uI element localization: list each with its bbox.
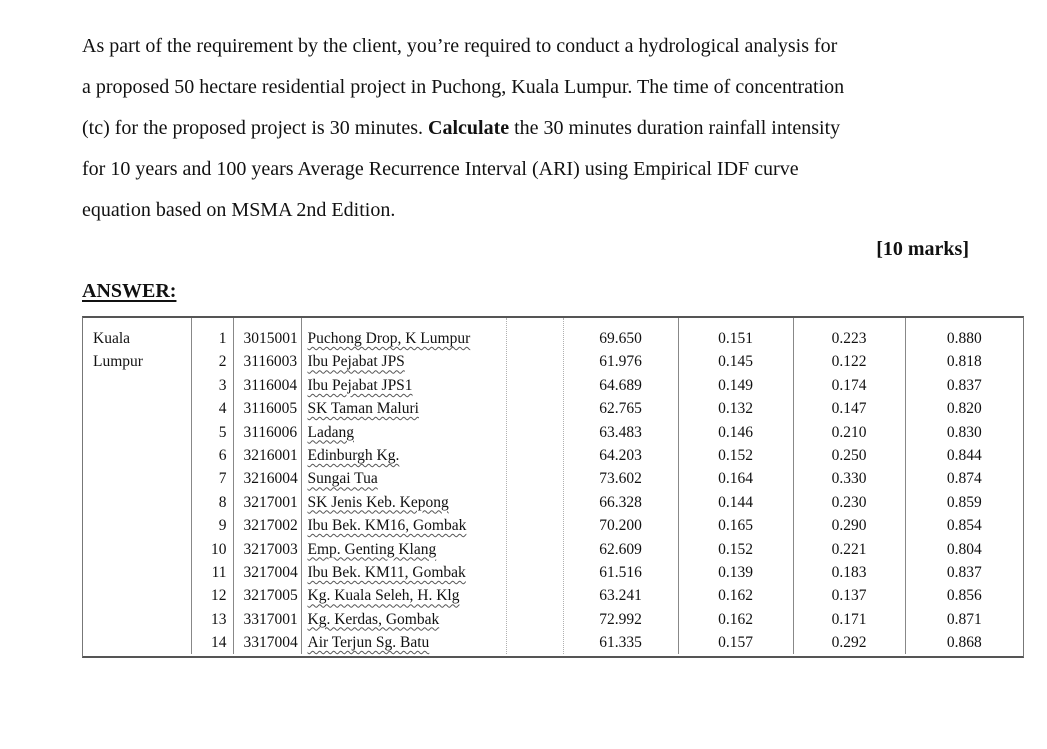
coef-2-value: 0.145 xyxy=(718,353,753,371)
question-text xyxy=(82,26,972,231)
row-number: 2 xyxy=(218,353,227,371)
question-line: As part of the requirement by the client, you’re required to conduct a hydrological analysis for xyxy=(82,35,838,57)
coef-1-value: 62.609 xyxy=(599,540,642,558)
row-number: 5 xyxy=(218,423,227,441)
row-number: 6 xyxy=(218,446,227,464)
idf-coefficient-table xyxy=(82,316,1024,658)
state-line: Kuala xyxy=(93,330,131,347)
row-number: 12 xyxy=(211,587,227,605)
question-line: for 10 years and 100 years Average Recurrence Interval (ARI) using Empirical IDF curve xyxy=(82,158,799,180)
coef-2-value: 0.139 xyxy=(718,563,753,581)
coef-3-value: 0.122 xyxy=(831,353,867,371)
question-line-part: (tc) for the proposed project is 30 minutes. xyxy=(82,117,429,139)
coef-2-value: 0.152 xyxy=(718,446,753,464)
coef-4-value: 0.820 xyxy=(946,400,982,418)
station-name: Kg. Kuala Seleh, H. Klg xyxy=(307,587,460,605)
question-line xyxy=(82,108,972,149)
row-number: 8 xyxy=(218,493,227,511)
table-row xyxy=(83,318,1023,654)
coef-1-value: 70.200 xyxy=(599,517,642,535)
coef-3-value: 0.147 xyxy=(831,400,867,418)
coef-4-value: 0.804 xyxy=(946,540,982,558)
coef-column-4 xyxy=(905,318,1023,654)
coef-3-value: 0.330 xyxy=(831,470,867,488)
question-line: a proposed 50 hectare residential project in Puchong, Kuala Lumpur. The time of concentration xyxy=(82,76,845,98)
row-number: 7 xyxy=(218,470,227,488)
station-id: 3217002 xyxy=(243,517,298,535)
station-id: 3015001 xyxy=(243,330,298,347)
coef-3-value: 0.223 xyxy=(831,330,867,347)
coef-1-value: 66.328 xyxy=(599,493,642,511)
coef-1-value: 69.650 xyxy=(599,330,642,347)
coef-column-2 xyxy=(678,318,793,654)
coef-3-value: 0.250 xyxy=(831,446,867,464)
coef-4-value: 0.837 xyxy=(946,563,982,581)
coef-4-value: 0.844 xyxy=(946,446,982,464)
station-name: Emp. Genting Klang xyxy=(307,540,437,558)
row-number: 4 xyxy=(218,400,227,418)
coef-1-value: 64.689 xyxy=(599,376,642,394)
coef-2-value: 0.162 xyxy=(718,587,753,605)
station-id: 3216001 xyxy=(243,446,298,464)
station-name: SK Taman Maluri xyxy=(307,400,419,418)
station-id: 3217001 xyxy=(243,493,298,511)
station-name: Edinburgh Kg. xyxy=(307,446,400,464)
coef-1-value: 62.765 xyxy=(599,400,642,418)
coef-3-value: 0.290 xyxy=(831,517,867,535)
station-id-column xyxy=(233,318,301,654)
station-id: 3317001 xyxy=(243,610,298,628)
station-id: 3116005 xyxy=(243,400,298,418)
coef-1-value: 64.203 xyxy=(599,446,642,464)
coef-3-value: 0.210 xyxy=(831,423,867,441)
station-id: 3317004 xyxy=(243,634,298,652)
station-id: 3116006 xyxy=(243,423,298,441)
coef-2-value: 0.144 xyxy=(718,493,753,511)
marks-label: [10 marks] xyxy=(876,238,969,260)
coef-3-value: 0.292 xyxy=(831,634,867,652)
coef-4-value: 0.880 xyxy=(946,330,982,347)
coef-2-value: 0.164 xyxy=(718,470,753,488)
coef-2-value: 0.165 xyxy=(718,517,753,535)
coef-1-value: 63.241 xyxy=(599,587,642,605)
answer-heading: ANSWER: xyxy=(82,280,177,302)
coef-1-value: 72.992 xyxy=(599,610,642,628)
coef-2-value: 0.149 xyxy=(718,376,753,394)
coef-column-3 xyxy=(793,318,905,654)
coef-2-value: 0.157 xyxy=(718,634,753,652)
station-name: Ibu Pejabat JPS xyxy=(307,353,405,371)
coef-2-value: 0.132 xyxy=(718,400,753,418)
question-keyword-calculate: Calculate xyxy=(428,117,510,139)
row-number: 9 xyxy=(218,517,227,535)
row-number: 14 xyxy=(211,634,227,652)
no-column xyxy=(191,318,233,654)
question-line-part: the 30 minutes duration rainfall intensity xyxy=(509,117,841,139)
coef-3-value: 0.230 xyxy=(831,493,867,511)
coef-4-value: 0.818 xyxy=(946,353,982,371)
coef-3-value: 0.183 xyxy=(831,563,867,581)
coef-3-value: 0.171 xyxy=(831,610,867,628)
station-name: Ladang xyxy=(307,423,354,441)
coef-4-value: 0.856 xyxy=(946,587,982,605)
question-line: equation based on MSMA 2nd Edition. xyxy=(82,199,396,221)
coef-2-value: 0.162 xyxy=(718,610,753,628)
station-name-column xyxy=(301,318,506,654)
coef-3-value: 0.221 xyxy=(831,540,867,558)
row-number: 11 xyxy=(211,563,227,581)
state-line: Lumpur xyxy=(93,353,143,371)
station-name: Ibu Pejabat JPS1 xyxy=(307,376,413,394)
station-id: 3217003 xyxy=(243,540,298,558)
row-number: 13 xyxy=(211,610,227,628)
coef-4-value: 0.854 xyxy=(946,517,982,535)
station-id: 3116003 xyxy=(243,353,298,371)
coef-2-value: 0.151 xyxy=(718,330,753,347)
station-name: Air Terjun Sg. Batu xyxy=(307,634,430,652)
blank-column xyxy=(506,318,563,654)
coef-4-value: 0.868 xyxy=(946,634,982,652)
state-cell xyxy=(83,318,191,654)
coef-2-value: 0.152 xyxy=(718,540,753,558)
coef-2-value: 0.146 xyxy=(718,423,753,441)
coef-1-value: 73.602 xyxy=(599,470,642,488)
row-number: 10 xyxy=(211,540,227,558)
coef-3-value: 0.174 xyxy=(831,376,867,394)
coef-4-value: 0.837 xyxy=(946,376,982,394)
coef-1-value: 61.516 xyxy=(599,563,642,581)
coef-1-value: 63.483 xyxy=(599,423,642,441)
row-number: 1 xyxy=(218,330,227,347)
station-id: 3217004 xyxy=(243,563,298,581)
idf-table xyxy=(83,318,1023,654)
station-name: Sungai Tua xyxy=(307,470,378,488)
coef-4-value: 0.871 xyxy=(946,610,982,628)
station-name: SK Jenis Keb. Kepong xyxy=(307,493,449,511)
station-name: Ibu Bek. KM16, Gombak xyxy=(307,517,467,535)
station-name: Ibu Bek. KM11, Gombak xyxy=(307,563,466,581)
coef-1-value: 61.335 xyxy=(599,634,642,652)
station-id: 3217005 xyxy=(243,587,298,605)
station-name: Kg. Kerdas, Gombak xyxy=(307,610,440,628)
row-number: 3 xyxy=(218,376,227,394)
coef-4-value: 0.830 xyxy=(946,423,982,441)
coef-1-value: 61.976 xyxy=(599,353,642,371)
coef-4-value: 0.874 xyxy=(946,470,982,488)
station-id: 3116004 xyxy=(243,376,298,394)
station-name: Puchong Drop, K Lumpur xyxy=(307,330,471,347)
station-id: 3216004 xyxy=(243,470,298,488)
coef-4-value: 0.859 xyxy=(946,493,982,511)
coef-3-value: 0.137 xyxy=(831,587,867,605)
coef-column-1 xyxy=(563,318,678,654)
